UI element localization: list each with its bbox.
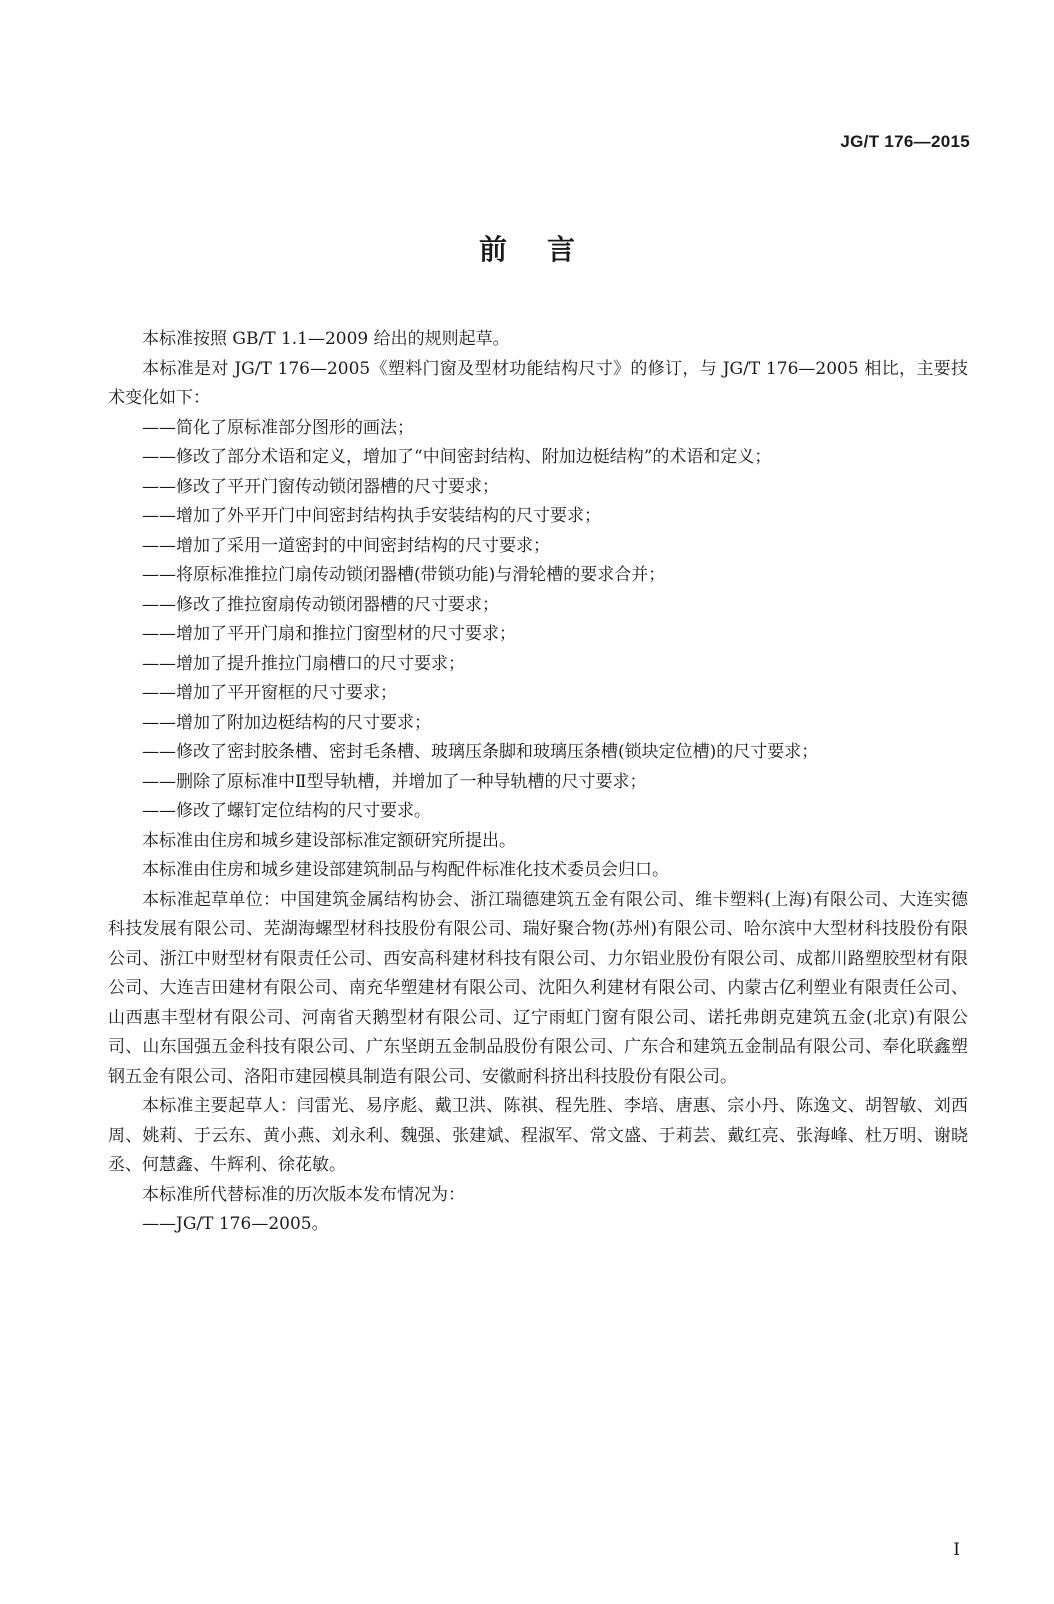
list-item: ——修改了密封胶条槽、密封毛条槽、玻璃压条脚和玻璃压条槽(锁块定位槽)的尺寸要求； (142, 742, 819, 762)
intro-paragraph-2: 本标准是对 JG/T 176—2005《塑料门窗及型材功能结构尺寸》的修订，与 JG/T 176—2005 相比，主要技术变化如下： (108, 358, 968, 408)
list-item: ——修改了螺钉定位结构的尺寸要求。 (142, 801, 431, 821)
history-intro-paragraph: 本标准所代替标准的历次版本发布情况为： (142, 1184, 465, 1205)
changes-list (108, 414, 968, 827)
list-item: ——简化了原标准部分图形的画法； (142, 417, 414, 438)
history-list (108, 1210, 968, 1240)
list-item: ——增加了附加边梃结构的尺寸要求； (142, 712, 431, 733)
standard-code: JG/T 176—2015 (840, 132, 970, 151)
list-item: ——修改了部分术语和定义，增加了“中间密封结构、附加边梃结构”的术语和定义； (142, 447, 772, 467)
drafting-units-paragraph: 本标准起草单位：中国建筑金属结构协会、浙江瑞德建筑五金有限公司、维卡塑料(上海)有限公司、大连实德科技发展有限公司、芜湖海螺型材科技股份有限公司、瑞好聚合物(苏州)有限公司、哈尔滨中大型材科技股份有限公司、浙江中财型材有限责任公司、西安高科建材科技有限公司、力尔铝业股份有限公司、成都川路塑胶型材有限公司、大连吉田建材有限公司、南充华塑建材有限公司、沈阳久利建材有限公司、内蒙古亿利塑业有限责任公司、山西惠丰型材有限公司、河南省天鹅型材有限公司、辽宁雨虹门窗有限公司、诺托弗朗克建筑五金(北京)有限公司、山东国强五金科技有限公司、广东坚朗五金制品股份有限公司、广东合和建筑五金制品有限公司、奉化联鑫塑钢五金有限公司、洛阳市建园模具制造有限公司、安徽耐科挤出科技股份有限公司。 (108, 889, 968, 1087)
list-item: ——增加了提升推拉门扇槽口的尺寸要求； (142, 653, 465, 674)
list-item: ——增加了平开窗框的尺寸要求； (142, 683, 397, 703)
list-item: ——JG/T 176—2005。 (142, 1214, 329, 1234)
list-item: ——修改了平开门窗传动锁闭器槽的尺寸要求； (142, 476, 499, 497)
list-item: ——删除了原标准中Ⅱ型导轨槽，并增加了一种导轨槽的尺寸要求； (142, 771, 647, 792)
list-item: ——增加了平开门扇和推拉门窗型材的尺寸要求； (142, 624, 516, 644)
list-item: ——增加了外平开门中间密封结构执手安装结构的尺寸要求； (142, 506, 601, 526)
foreword-body (108, 325, 968, 1240)
proposer-paragraph: 本标准由住房和城乡建设部标准定额研究所提出。 (142, 830, 516, 851)
page-title: 前言 (478, 233, 615, 266)
list-item: ——修改了推拉窗扇传动锁闭器槽的尺寸要求； (142, 594, 499, 615)
drafters-paragraph: 本标准主要起草人：闫雷光、易序彪、戴卫洪、陈祺、程先胜、李培、唐惠、宗小丹、陈逸文、胡智敏、刘西周、姚莉、于云东、黄小燕、刘永利、魏强、张建斌、程淑军、常文盛、于莉芸、戴红亮、张海峰、杜万明、谢晓丞、何慧鑫、牛辉利、徐花敏。 (108, 1096, 968, 1175)
centralized-paragraph: 本标准由住房和城乡建设部建筑制品与构配件标准化技术委员会归口。 (142, 860, 669, 880)
page-number: I (953, 1540, 960, 1560)
list-item: ——增加了采用一道密封的中间密封结构的尺寸要求； (142, 535, 550, 556)
intro-paragraph-1: 本标准按照 GB/T 1.1—2009 给出的规则起草。 (142, 329, 510, 349)
list-item: ——将原标准推拉门扇传动锁闭器槽(带锁功能)与滑轮槽的要求合并； (142, 565, 666, 585)
